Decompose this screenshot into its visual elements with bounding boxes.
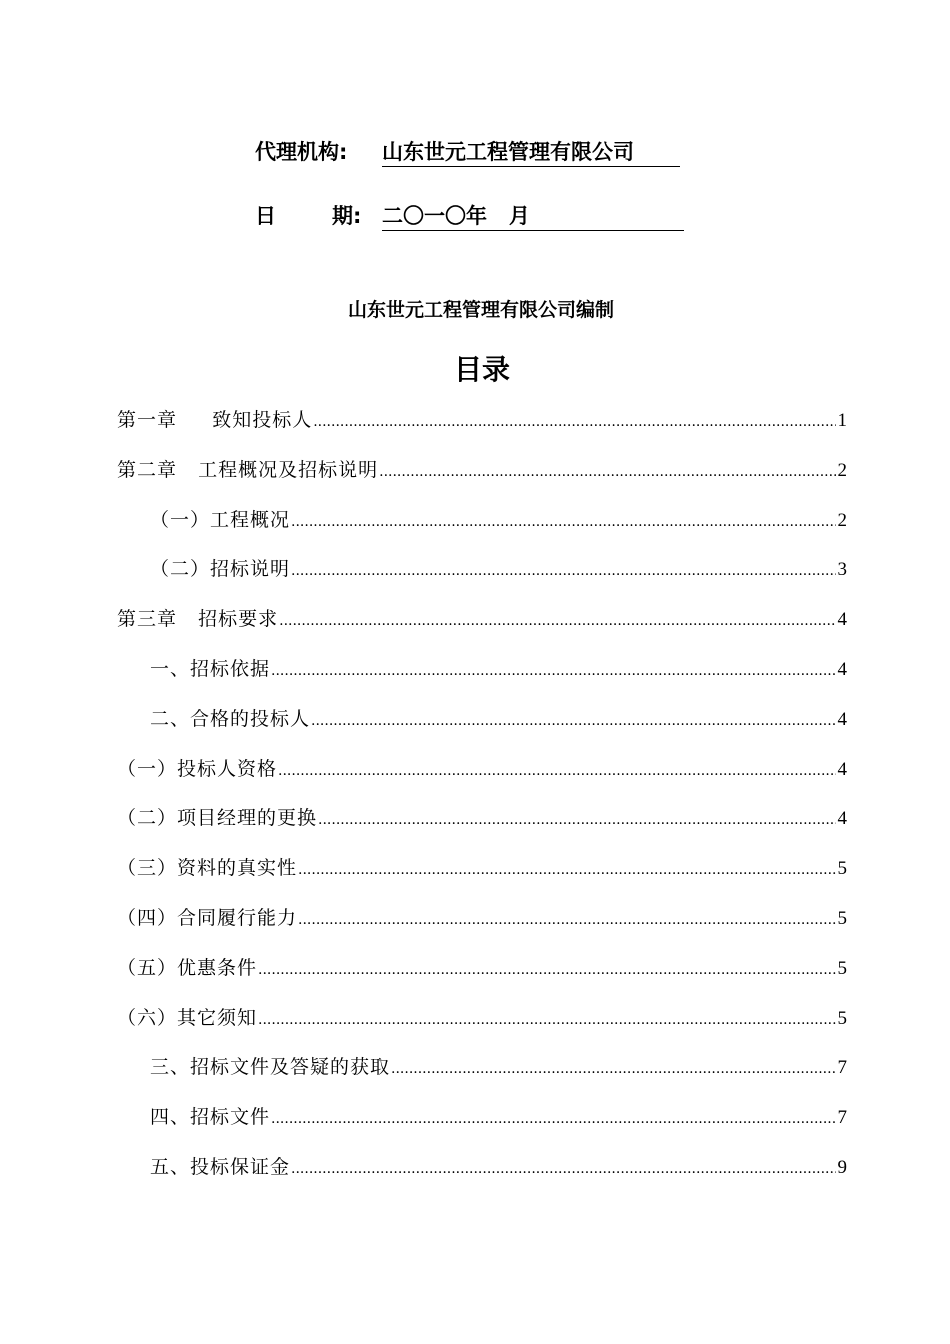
date-label-second-part: 期: [332,204,362,228]
toc-entry[interactable] [150,1052,847,1082]
toc-leader-dots [298,905,835,935]
toc-page-number: 4 [837,808,847,830]
toc-entry[interactable] [117,903,847,933]
toc-entry-title: （二）项目经理的更换 [117,807,318,830]
toc-entry-title: 三、招标文件及答疑的获取 [150,1056,391,1079]
toc-entry[interactable] [117,455,847,485]
toc-leader-dots [271,656,835,686]
toc-entry[interactable] [150,1152,847,1182]
toc-entry-title: 一、招标依据 [150,658,271,680]
toc-leader-dots [279,606,835,636]
compiled-by: 山东世元工程管理有限公司编制 [347,299,614,321]
toc-page-number: 1 [837,410,847,431]
toc-entry-title: （六）其它须知 [117,1006,258,1029]
toc-page-number: 4 [837,758,847,780]
toc-entry[interactable] [150,1102,847,1132]
toc-page-number: 2 [837,509,847,531]
toc-page-number: 4 [837,708,847,730]
toc-entry-title: （二）招标说明 [150,558,291,581]
toc-title: 目录 [453,353,510,386]
toc-leader-dots [271,1104,835,1134]
toc-page-number: 5 [837,957,847,979]
toc-entry[interactable] [150,704,847,734]
toc-leader-dots [379,457,835,487]
toc-page-number: 5 [837,858,847,880]
toc-entry[interactable] [117,803,847,833]
toc-entry[interactable] [117,604,847,634]
toc-leader-dots [291,556,835,586]
toc-entry-title: 四、招标文件 [150,1106,271,1129]
agency-value: 山东世元工程管理有限公司 [382,137,680,167]
toc-entry[interactable] [117,953,847,983]
toc-page-number: 2 [837,459,847,481]
toc-entry-title: （一）投标人资格 [117,757,278,780]
toc-leader-dots [278,756,835,786]
toc-page-number: 5 [837,908,847,929]
toc-leader-dots [291,507,835,537]
toc-entry-title: （一）工程概况 [150,508,291,531]
toc-page-number: 7 [837,1057,847,1079]
date-value: 二〇一〇年 月 [382,201,684,231]
agency-row [255,137,634,167]
toc-entry-title: （三）资料的真实性 [117,857,298,880]
toc-entry-title: 五、投标保证金 [150,1156,291,1178]
toc-page-number: 4 [837,609,847,631]
toc-page-number: 4 [837,659,847,680]
toc-leader-dots [258,1005,835,1035]
toc-entry-title: 二、合格的投标人 [150,707,311,730]
toc-page-number: 5 [837,1007,847,1029]
toc-page-number: 9 [837,1157,847,1178]
toc-leader-dots [313,407,835,437]
toc-entry-title: 第三章 招标要求 [117,608,279,631]
toc-leader-dots [258,955,835,985]
toc-entry-title: （五）优惠条件 [117,956,258,979]
toc-leader-dots [318,805,835,835]
toc-page-number: 7 [837,1107,847,1129]
toc-entry[interactable] [117,754,847,784]
toc-entry-title: 第一章 致知投标人 [117,409,313,431]
toc-entry[interactable] [117,853,847,883]
toc-leader-dots [298,855,835,885]
date-label-first-char: 日 [255,204,276,228]
toc-entry[interactable] [150,554,847,584]
toc-entry[interactable] [150,654,847,684]
toc-entry[interactable] [117,405,847,435]
toc-leader-dots [291,1154,835,1184]
toc-entry-title: （四）合同履行能力 [117,907,298,929]
toc-entry[interactable] [150,505,847,535]
agency-label: 代理机构: [255,140,348,164]
toc-entry-title: 第二章 工程概况及招标说明 [117,458,379,481]
toc-entry[interactable] [117,1003,847,1033]
toc-leader-dots [311,706,835,736]
toc-leader-dots [391,1054,835,1084]
toc-page-number: 3 [837,559,847,581]
